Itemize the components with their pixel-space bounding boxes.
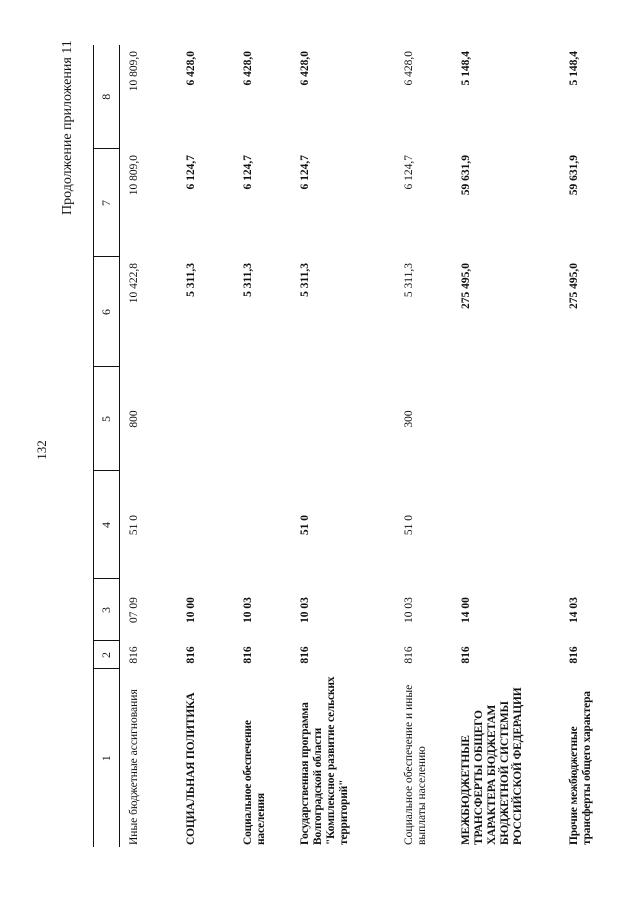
cell-ministry: 816 (241, 646, 254, 664)
table-row (177, 45, 234, 847)
cell-sum-1: 5 311,3 (241, 263, 254, 297)
cell-section: 07 09 (128, 597, 140, 623)
header-row (94, 45, 120, 847)
cell-target: 51 0 (298, 514, 311, 536)
cell-type (234, 367, 291, 471)
table-row (291, 45, 395, 847)
row-name: МЕЖБЮДЖЕТНЫЕ ТРАНСФЕРТЫ ОБЩЕГО ХАРАКТЕРА БЮДЖЕТАМ БЮДЖЕТНОЙ СИСТЕМЫ РОССИЙСКОЙ ФЕДЕРАЦИИ (459, 687, 524, 845)
cell-type: 800 (128, 410, 140, 428)
cell-sum-1: 275 495,0 (567, 263, 580, 309)
cell-sum-3: 5 148,4 (567, 51, 580, 86)
cell-sum-3: 6 428,0 (298, 51, 311, 86)
cell-target: 51 0 (128, 514, 140, 536)
cell-sum-1: 5 311,3 (298, 263, 311, 297)
table-row (560, 45, 617, 847)
table-row (120, 45, 177, 847)
cell-section: 14 00 (459, 597, 472, 623)
cell-sum-2: 6 124,7 (241, 155, 254, 190)
cell-sum-1: 5 311,3 (184, 263, 197, 297)
table-row (452, 45, 560, 847)
column-header: 7 (94, 149, 120, 257)
cell-target (177, 471, 234, 579)
cell-sum-3: 6 428,0 (241, 51, 254, 86)
cell-ministry: 816 (184, 646, 197, 664)
cell-type (177, 367, 234, 471)
cell-ministry: 816 (567, 646, 580, 664)
cell-sum-1: 275 495,0 (459, 263, 472, 309)
appendix-title: Продолжение приложения 11 (60, 40, 75, 215)
cell-ministry: 816 (128, 646, 140, 664)
cell-section: 10 03 (402, 597, 415, 623)
column-header: 6 (94, 257, 120, 367)
cell-ministry: 816 (459, 646, 472, 664)
column-header: 4 (94, 471, 120, 579)
cell-target (234, 471, 291, 579)
budget-table (93, 45, 617, 847)
row-name: Социальное обеспечение населения (241, 720, 267, 845)
cell-ministry: 816 (298, 646, 311, 664)
page-number: 132 (34, 440, 49, 460)
row-name: СОЦИАЛЬНАЯ ПОЛИТИКА (184, 692, 197, 845)
table-row (395, 45, 452, 847)
cell-section: 10 03 (241, 597, 254, 623)
cell-sum-2: 10 809,0 (128, 155, 140, 196)
cell-type (560, 367, 617, 471)
column-header: 8 (94, 45, 120, 149)
cell-sum-1: 5 311,3 (402, 263, 415, 298)
column-header: 3 (94, 579, 120, 641)
cell-section: 10 00 (184, 597, 197, 623)
cell-sum-1: 10 422,8 (128, 263, 140, 304)
cell-target (452, 471, 560, 579)
cell-sum-3: 6 428,0 (402, 51, 415, 86)
cell-sum-3: 6 428,0 (184, 51, 197, 86)
cell-sum-2: 59 631,9 (459, 155, 472, 196)
cell-sum-2: 59 631,9 (567, 155, 580, 196)
cell-sum-2: 6 124,7 (184, 155, 197, 190)
column-header: 5 (94, 367, 120, 471)
cell-type (291, 367, 395, 471)
cell-section: 14 03 (567, 597, 580, 623)
row-name: Социальное обеспечение и иные выплаты населению (402, 684, 428, 845)
cell-sum-3: 10 809,0 (128, 51, 140, 92)
column-header: 1 (94, 669, 120, 847)
table-row (234, 45, 291, 847)
cell-ministry: 816 (402, 646, 415, 664)
row-name: Прочие межбюджетные трансферты общего характера (567, 691, 593, 845)
cell-target: 51 0 (402, 514, 415, 536)
row-name: Иные бюджетные ассигнования (128, 689, 140, 845)
cell-sum-3: 5 148,4 (459, 51, 472, 86)
cell-section: 10 03 (298, 597, 311, 623)
cell-sum-2: 6 124,7 (402, 155, 415, 190)
cell-type: 300 (402, 410, 415, 428)
cell-sum-2: 6 124,7 (298, 155, 311, 190)
cell-type (452, 367, 560, 471)
column-header: 2 (94, 641, 120, 669)
row-name: Государственная программа Волгоградской области "Комплексное развитие сельских территорий" (298, 676, 350, 845)
cell-target (560, 471, 617, 579)
